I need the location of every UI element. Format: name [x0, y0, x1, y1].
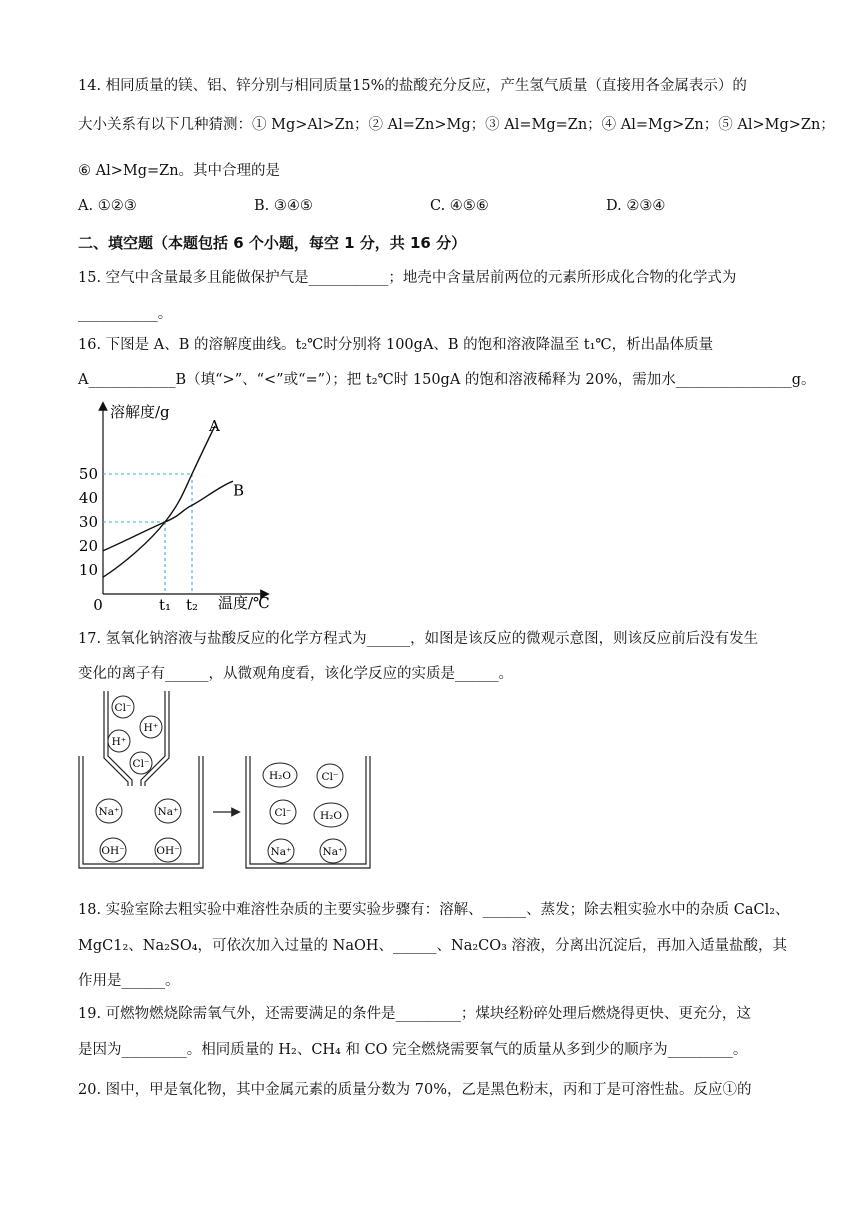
q17-line2: 变化的离子有______，从微观角度看，该化学反应的实质是______。 [78, 666, 513, 682]
q16-line1: 16. 下图是 A、B 的溶解度曲线。t₂℃时分别将 100gA、B 的饱和溶液降温至 t₁℃，析出晶体质量 [78, 337, 714, 353]
q14-option-c: C. ④⑤⑥ [430, 198, 489, 214]
y-tick-label: 20 [78, 537, 98, 555]
ion-label: H₂O [269, 770, 291, 782]
y-tick-label: 40 [78, 489, 98, 507]
y-axis-label: 溶解度/g [110, 403, 170, 421]
left-ion [155, 799, 181, 823]
right-ion [320, 839, 346, 863]
ion-label: H⁺ [111, 736, 127, 748]
section-heading: 二、填空题（本题包括 6 个小题，每空 1 分，共 16 分） [78, 234, 467, 252]
q17-line1: 17. 氢氧化钠溶液与盐酸反应的化学方程式为______，如图是该反应的微观示意图，则该反应前后没有发生 [78, 631, 759, 647]
right-ion [317, 764, 343, 788]
x-tick-label: 0 [93, 596, 103, 612]
q19-line2: 是因为_________。相同质量的 H₂、CH₄ 和 CO 完全燃烧需要氧气的质量从多到少的顺序为_________。 [78, 1042, 748, 1058]
tube-ion [112, 696, 134, 718]
q14-option-d: D. ②③④ [606, 198, 666, 214]
q15-line1: 15. 空气中含量最多且能做保护气是___________；地壳中含量居前两位的元素所形成化合物的化学式为 [78, 270, 737, 286]
ion-label: Na⁺ [322, 846, 344, 858]
q19-line1: 19. 可燃物燃烧除需氧气外，还需要满足的条件是_________；煤块经粉碎处理后燃烧得更快、更充分，这 [78, 1006, 751, 1022]
curve-b [103, 481, 233, 551]
q14-line2: 大小关系有以下几种猜测：① Mg>Al>Zn；② Al=Zn>Mg；③ Al=Mg=Zn；④ Al=Mg>Zn；⑤ Al>Mg>Zn； [78, 117, 835, 133]
ion-label: Na⁺ [98, 806, 120, 818]
q18-line2: MgC1₂、Na₂SO₄，可依次加入过量的 NaOH、______、Na₂CO₃ 溶液，分离出沉淀后，再加入适量盐酸，其 [78, 938, 788, 954]
right-ion [270, 800, 296, 824]
ion-label: Cl⁻ [132, 758, 150, 770]
reaction-diagram [76, 688, 376, 874]
right-ion [268, 839, 294, 863]
left-ion [96, 799, 122, 823]
tube-ion [140, 716, 162, 738]
ion-label: Cl⁻ [274, 807, 292, 819]
q18-line1: 18. 实验室除去粗实验中难溶性杂质的主要实验步骤有：溶解、______、蒸发；除去粗实验水中的杂质 CaCl₂、 [78, 902, 790, 918]
q14-line1: 14. 相同质量的镁、铝、锌分别与相同质量15%的盐酸充分反应，产生氢气质量（直接用各金属表示）的 [78, 78, 747, 94]
x-axis-label: 温度/℃ [218, 594, 270, 612]
ion-label: OH⁻ [156, 845, 180, 857]
ion-label: Cl⁻ [321, 771, 339, 783]
q14-line3: ⑥ Al>Mg=Zn。其中合理的是 [78, 163, 281, 179]
q18-line3: 作用是______。 [78, 973, 180, 989]
curve-a-label: A [209, 416, 220, 435]
curve-b-label: B [233, 481, 245, 500]
left-ion [100, 838, 126, 862]
q14-option-a: A. ①②③ [78, 198, 137, 214]
x-tick-label: t₂ [185, 596, 199, 612]
y-tick-label: 30 [78, 513, 98, 531]
tube-ion [130, 752, 152, 774]
q14-option-b: B. ③④⑤ [254, 198, 313, 214]
ion-label: H⁺ [143, 722, 159, 734]
x-tick-label: t₁ [158, 596, 172, 612]
q15-line2: ___________。 [78, 306, 173, 322]
solubility-chart [70, 396, 300, 612]
ion-label: Na⁺ [157, 806, 179, 818]
ion-label: OH⁻ [101, 845, 125, 857]
q20-line1: 20. 图中，甲是氧化物，其中金属元素的质量分数为 70%，乙是黑色粉末，丙和丁是可溶性盐。反应①的 [78, 1082, 752, 1098]
right-ion [314, 803, 348, 827]
left-ion [155, 838, 181, 862]
ion-label: Cl⁻ [114, 702, 132, 714]
right-ion [263, 763, 297, 787]
tube-ion [108, 730, 130, 752]
q16-line2: A____________B（填“>”、“<”或“=”）；把 t₂℃时 150gA 的饱和溶液稀释为 20%，需加水________________g。 [78, 372, 816, 388]
ion-label: H₂O [320, 810, 342, 822]
ion-label: Na⁺ [270, 846, 292, 858]
y-tick-label: 10 [78, 561, 98, 579]
y-tick-label: 50 [78, 465, 98, 483]
